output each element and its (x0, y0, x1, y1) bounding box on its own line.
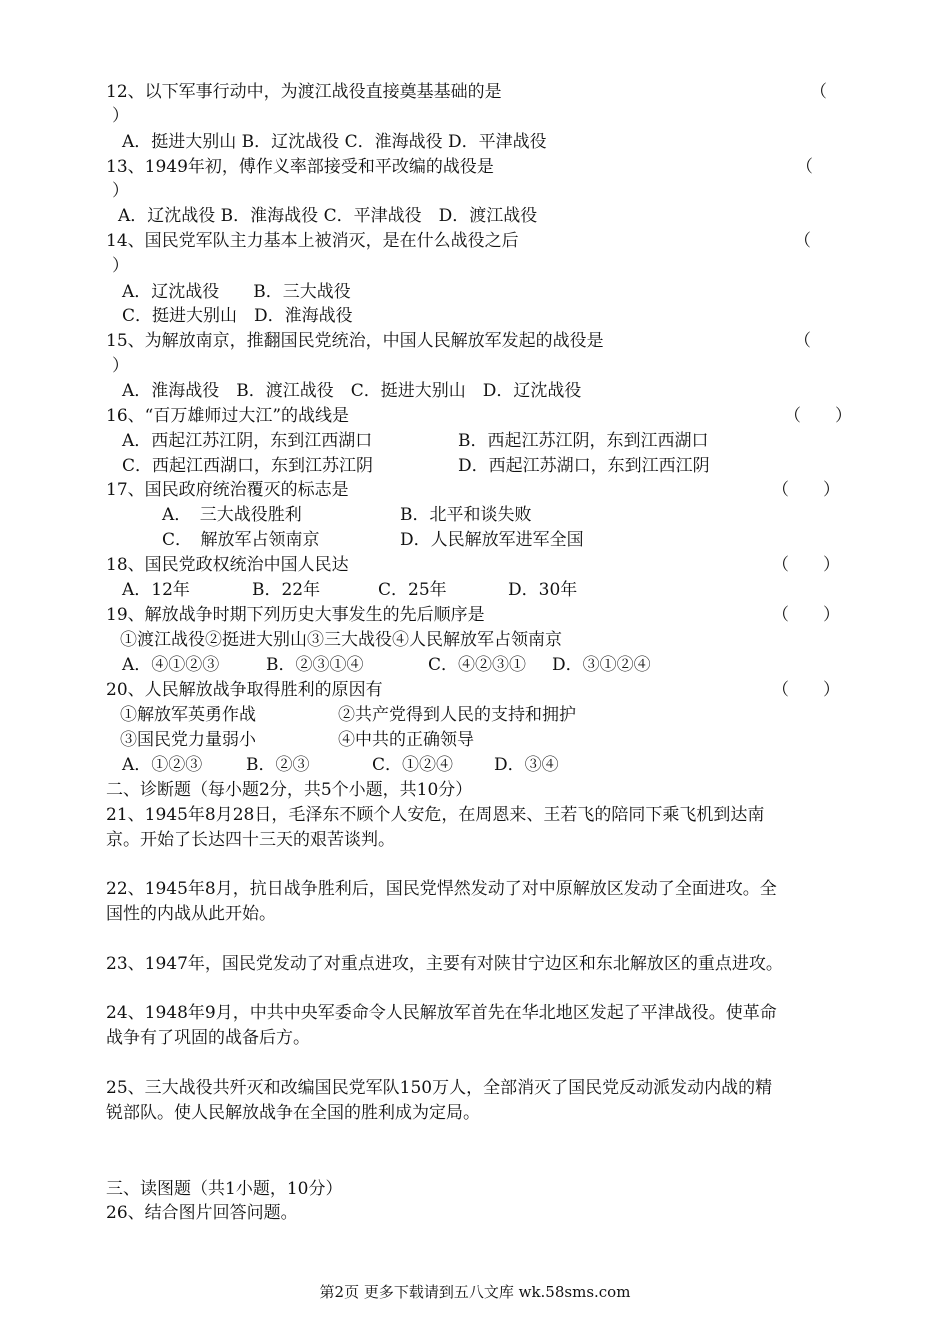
q20-item-1: ①解放军英勇作战 (120, 705, 256, 725)
q23-line1: 23、1947年，国民党发动了对重点进攻，主要有对陕甘宁边区和东北解放区的重点进攻。 (106, 954, 783, 974)
q24-line2: 战争有了巩固的战备后方。 (106, 1028, 310, 1048)
q19-items: ①渡江战役②挺进大别山③三大战役④人民解放军占领南京 (120, 630, 562, 650)
q15-stem: 15、为解放南京，推翻国民党统治，中国人民解放军发起的战役是 (106, 331, 604, 351)
q19-option-b: B．②③①④ (266, 655, 364, 675)
q25-line2: 锐部队。使人民解放战争在全国的胜利成为定局。 (106, 1103, 480, 1123)
q14-paren-close: ） (112, 256, 129, 276)
q19-option-c: C．④②③① (428, 655, 527, 675)
q17-option-a: A． 三大战役胜利 (162, 505, 302, 525)
q17-option-b: B．北平和谈失败 (400, 505, 532, 525)
q13-paren-close: ） (112, 181, 129, 201)
q13-stem: 13、1949年初，傅作义率部接受和平改编的战役是 (106, 157, 494, 177)
q22-line1: 22、1945年8月，抗日战争胜利后，国民党悍然发动了对中原解放区发动了全面进攻。全 (106, 879, 777, 899)
q20-item-2: ②共产党得到人民的支持和拥护 (338, 705, 576, 725)
q12-options: A．挺进大别山 B．辽沈战役 C．淮海战役 D．平津战役 (122, 132, 547, 152)
q16-option-d: D．西起江苏湖口，东到江西江阴 (458, 456, 710, 476)
q18-option-d: D．30年 (508, 580, 578, 600)
q12-paren-open: （ (810, 82, 827, 102)
q12-stem: 12、以下军事行动中，为渡江战役直接奠基基础的是 (106, 82, 502, 102)
q17-option-d: D．人民解放军进军全国 (400, 530, 584, 550)
q17-option-c: C． 解放军占领南京 (162, 530, 320, 550)
q20-item-3: ③国民党力量弱小 (120, 730, 256, 750)
q16-option-c: C．西起江西湖口，东到江苏江阴 (122, 456, 374, 476)
q15-options: A．淮海战役 B．渡江战役 C．挺进大别山 D．辽沈战役 (122, 381, 582, 401)
q24-line1: 24、1948年9月，中共中央军委命令人民解放军首先在华北地区发起了平津战役。使革命 (106, 1003, 777, 1023)
q18-option-c: C．25年 (378, 580, 447, 600)
q19-option-a: A．④①②③ (122, 655, 220, 675)
q18-paren: （ ） (772, 555, 840, 575)
q16-paren: （ ） (784, 406, 852, 426)
q20-paren: （ ） (772, 680, 840, 700)
q25-line1: 25、三大战役共歼灭和改编国民党军队150万人，全部消灭了国民党反动派发动内战的精 (106, 1078, 773, 1098)
q16-option-b: B．西起江苏江阴，东到江西湖口 (458, 431, 709, 451)
section-3-heading: 三、读图题（共1小题，10分） (106, 1179, 343, 1199)
q19-option-d: D．③①②④ (552, 655, 651, 675)
q17-stem: 17、国民政府统治覆灭的标志是 (106, 480, 349, 500)
q12-paren-close: ） (112, 106, 129, 126)
q16-option-a: A．西起江苏江阴，东到江西湖口 (122, 431, 373, 451)
q18-option-b: B．22年 (252, 580, 321, 600)
q19-stem: 19、解放战争时期下列历史大事发生的先后顺序是 (106, 605, 485, 625)
q20-option-d: D．③④ (494, 755, 559, 775)
q26-stem: 26、结合图片回答问题。 (106, 1203, 298, 1223)
q18-option-a: A．12年 (122, 580, 190, 600)
q16-stem: 16、“百万雄师过大江”的战线是 (106, 406, 350, 426)
q20-item-4: ④中共的正确领导 (338, 730, 474, 750)
q19-paren: （ ） (772, 605, 840, 625)
q20-option-c: C．①②④ (372, 755, 454, 775)
q22-line2: 国性的内战从此开始。 (106, 904, 276, 924)
q14-options-line1: A．辽沈战役 B．三大战役 (122, 282, 351, 302)
q17-paren: （ ） (772, 480, 840, 500)
q21-line1: 21、1945年8月28日，毛泽东不顾个人安危，在周恩来、王若飞的陪同下乘飞机到达南 (106, 805, 765, 825)
q13-paren-open: （ (796, 157, 813, 177)
q20-option-a: A．①②③ (122, 755, 203, 775)
q18-stem: 18、国民党政权统治中国人民达 (106, 555, 349, 575)
q15-paren-close: ） (112, 356, 129, 376)
page-footer: 第2页 更多下载请到五八文库 wk.58sms.com (319, 1283, 631, 1301)
q20-stem: 20、人民解放战争取得胜利的原因有 (106, 680, 383, 700)
q14-options-line2: C．挺进大别山 D．淮海战役 (122, 306, 353, 326)
q20-option-b: B．②③ (246, 755, 310, 775)
q14-paren-open: （ (794, 231, 811, 251)
q21-line2: 京。开始了长达四十三天的艰苦谈判。 (106, 830, 395, 850)
q13-options: A．辽沈战役 B．淮海战役 C．平津战役 D．渡江战役 (118, 206, 538, 226)
section-2-heading: 二、诊断题（每小题2分，共5个小题，共10分） (106, 780, 473, 800)
q14-stem: 14、国民党军队主力基本上被消灭，是在什么战役之后 (106, 231, 519, 251)
q15-paren-open: （ (794, 331, 811, 351)
